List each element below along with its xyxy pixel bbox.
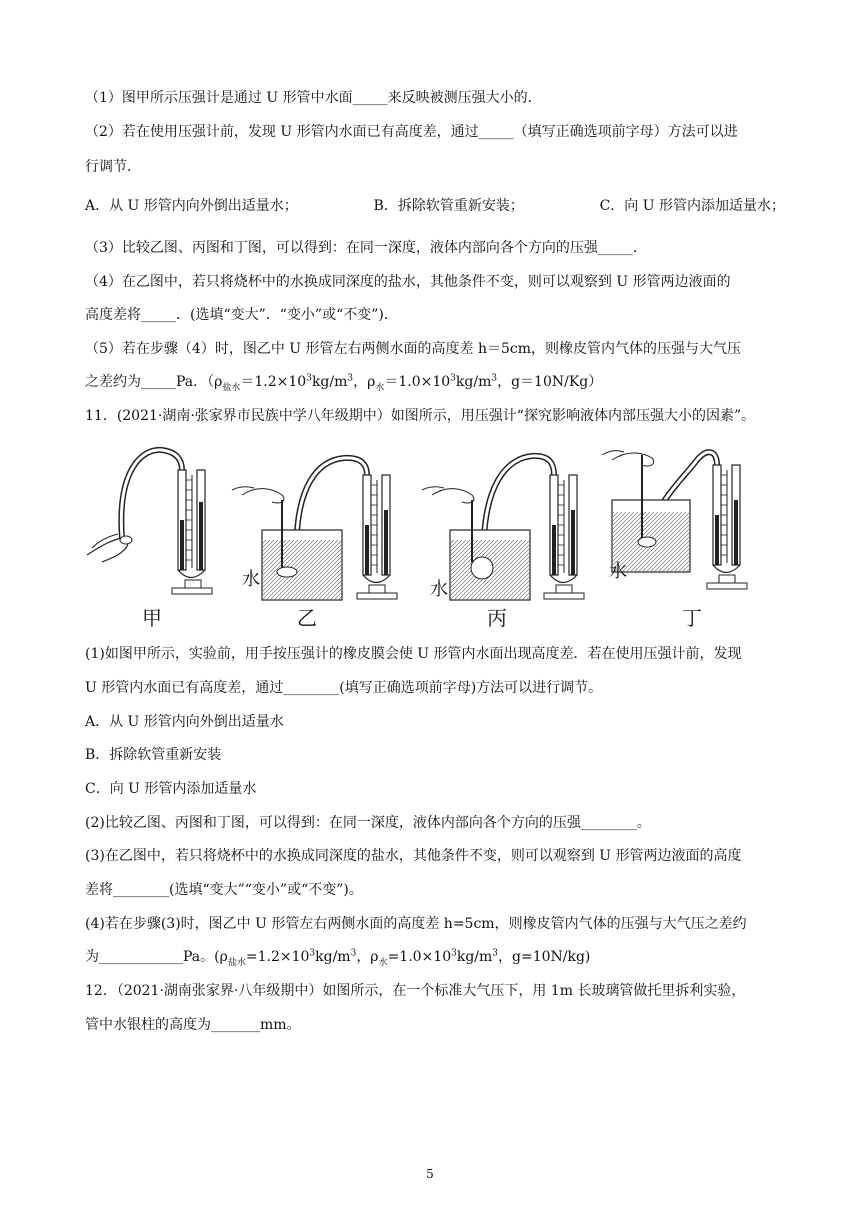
page-number: 5 (426, 1167, 434, 1181)
figure-label-jia: 甲 (142, 606, 162, 630)
question-10-part-5-line1: （5）若在步骤（4）时，图乙中 U 形管左右两侧水面的高度差 h＝5cm，则橡皮管内气体的压强与大气压 (85, 341, 742, 357)
question-10-part-5-line2: 之差约为_____Pa．（$\rho_{盐水}=1.2\times 10^3kg/m^3$，$\rho_水=1.0\times 10^3kg/m^3$，g＝10N/Kg） (85, 373, 603, 393)
option-b: B．拆除软管重新安装； (373, 198, 524, 214)
figure-label-ding: 丁 (682, 606, 702, 630)
option-a: A．从 U 形管内向外倒出适量水； (85, 198, 298, 214)
figure-water-label-yi: 水 (242, 569, 260, 590)
question-11-part-4-line2: 为____________Pa。($\rho_{盐水}=1.2\times 10^3kg/m^3$，$\rho_水=1.0\times 10^3kg/m^3$，g=10N/kg) (85, 948, 591, 968)
question-10-part-4-line2: 高度差将_____．(选填“变大”．“变小”或“不变”)． (85, 307, 398, 323)
question-11-part-2: (2)比较乙图、丙图和丁图，可以得到：在同一深度，液体内部向各个方向的压强________。 (85, 815, 651, 831)
figure-water-label-ding: 水 (609, 561, 627, 582)
question-11-option-c: C．向 U 形管内添加适量水 (85, 781, 257, 797)
question-10-part-1: （1）图甲所示压强计是通过 U 形管中水面_____来反映被测压强大小的． (85, 90, 542, 106)
question-11-part-1-line1: (1)如图甲所示，实验前，用手按压强计的橡皮膜会使 U 形管内水面出现高度差．若在使用压强计前，发现 (85, 646, 742, 662)
question-10-part-2-line2: 行调节． (85, 159, 141, 175)
question-12-line2: 管中水银柱的高度为_______mm。 (85, 1017, 301, 1033)
option-c: C．向 U 形管内添加适量水； (599, 198, 785, 214)
gauge-ding (602, 451, 747, 589)
gauge-bing (422, 456, 584, 600)
figure-label-yi: 乙 (297, 606, 317, 630)
question-11-part-3-line2: 差将________(选填“变大”“变小”或“不变”)。 (85, 882, 363, 898)
question-10-part-2-line1: （2）若在使用压强计前，发现 U 形管内水面已有高度差，通过_____（填写正确选项前字母）方法可以进 (85, 124, 738, 140)
question-11-part-1-line2: U 形管内水面已有高度差，通过________(填写正确选项前字母)方法可以进行调节。 (85, 680, 603, 696)
question-11-part-3-line1: (3)在乙图中，若只将烧杯中的水换成同深度的盐水，其他条件不变，则可以观察到 U 形管两边液面的高度 (85, 848, 742, 864)
question-10-part-4-line1: （4）在乙图中，若只将烧杯中的水换成同深度的盐水，其他条件不变，则可以观察到 U 形管两边液面的 (85, 274, 731, 290)
question-11-option-b: B．拆除软管重新安装 (85, 747, 222, 763)
question-12-line1: 12．（2021·湖南张家界·八年级期中）如图所示，在一个标准大气压下，用 1m 长玻璃管做托里拆利实验， (85, 983, 746, 999)
question-10-options (85, 196, 785, 216)
question-11-part-4-line1: (4)若在步骤(3)时，图乙中 U 形管左右两侧水面的高度差 h=5cm，则橡皮管内气体的压强与大气压之差约 (85, 916, 747, 932)
figure-water-label-bing: 水 (430, 579, 448, 600)
question-11-option-a: A．从 U 形管内向外倒出适量水 (85, 714, 284, 730)
question-10-part-3: （3）比较乙图、丙图和丁图，可以得到：在同一深度，液体内部向各个方向的压强_____． (85, 240, 647, 256)
question-11-title: 11．(2021·湖南·张家界市民族中学八年级期中）如图所示，用压强计“探究影响液体内部压强大小的因素”。 (85, 408, 756, 424)
pressure-gauge-figure (82, 440, 772, 630)
gauge-jia (87, 450, 212, 594)
figure-label-bing: 丙 (487, 606, 507, 630)
gauge-yi (232, 458, 397, 600)
